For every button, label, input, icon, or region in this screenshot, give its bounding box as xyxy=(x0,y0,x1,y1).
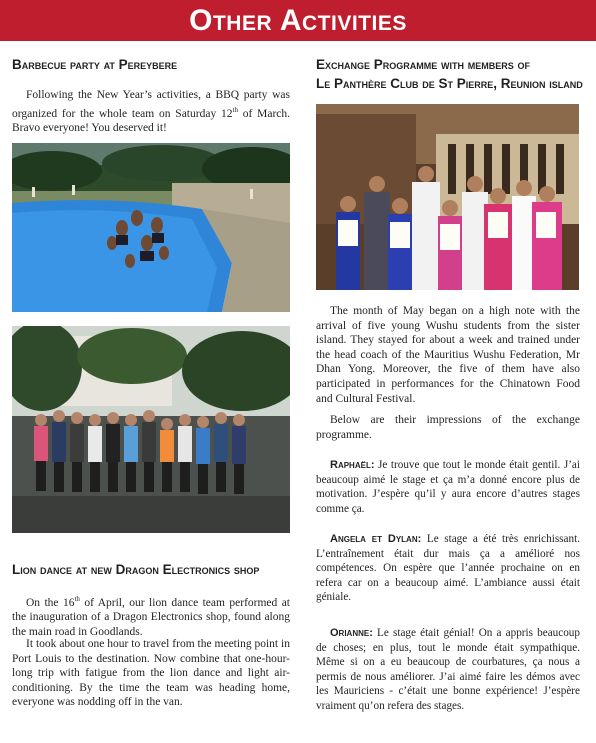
lion-p1-b: of April, our lion dance team performed at the inauguration of a Dragon Electronics shop, found along the main road in Goodlands. xyxy=(12,596,291,639)
lion-dance-group-photo xyxy=(12,326,290,533)
lion-heading: Lion dance at new Dragon Electronics shop xyxy=(12,562,260,577)
exchange-group-photo xyxy=(316,104,579,290)
bbq-sup: th xyxy=(232,105,238,114)
exchange-heading-line-1: Exchange Programme with members of xyxy=(316,57,531,72)
quote-angela-dylan-name: Angela et Dylan: xyxy=(330,533,422,545)
lion-p1-a: On the 16 xyxy=(26,596,75,609)
bbq-text-a: Following the New Year’s activities, a BBQ party was organized for the whole team on Saturday 12 xyxy=(12,89,290,120)
quote-angela-dylan xyxy=(316,532,580,605)
lion-paragraph-2: It took about one hour to travel from the meeting point in Port Louis to the destination. Now combine that one-hour-long trip with fatigue from the lion dance and light air-conditioning. By the time the team was heading home, everyone was nodding off in the van. xyxy=(12,638,290,709)
bbq-pool-photo xyxy=(12,143,290,312)
quote-raphael xyxy=(316,458,580,516)
bbq-heading: Barbecue party at Pereybere xyxy=(12,57,178,72)
quote-raphael-text: Je trouve que tout le monde était gentil. J’ai beaucoup aimé le stage et ça m’a donné encore plus de motivation. J’espère qu’il y aura encore d’autres stages comme ça. xyxy=(316,459,580,515)
quote-orianne-name: Orianne: xyxy=(330,627,373,639)
exchange-heading-line-2: Le Panthère Club de St Pierre, Reunion island xyxy=(316,76,583,91)
exchange-paragraph-1: The month of May began on a high note with the arrival of five young Wushu students from the sister island. They stayed for about a week and trained under the head coach of the Mauritius Wushu Federation, Mr Dhan Yong. Moreover, the five of them have also participated in performances for the Chinatown Food and Cultural Festival. xyxy=(316,305,580,405)
bbq-paragraph xyxy=(12,88,290,136)
quote-orianne xyxy=(316,626,580,714)
lion-paragraph-1 xyxy=(12,592,290,640)
bbq-text-b: of March. Bravo everyone! You deserved it! xyxy=(12,107,291,135)
exchange-paragraph-2: Below are their impressions of the exchange programme. xyxy=(316,414,580,441)
quote-orianne-text: Le stage était génial! On a appris beaucoup de choses; en plus, tout le monde était sympathique. Même si on a eu beaucoup de courbatures, ça nous a permis de nous améliorer. J’ai aimé faire les démos avec les Mauriciens - c’était une bonne expérience! J’espère vraiment qu’on refera des stages. xyxy=(316,627,580,712)
page-banner-title: Other Activities xyxy=(0,0,596,41)
quote-angela-dylan-text: Le stage a été très enrichissant. L’entraînement était dur mais ça a amélioré nos compétences. On espère que l’année prochaine on en refera car on a beaucoup aimé. L’ambiance aussi était géniale. xyxy=(316,533,580,604)
lion-p1-sup: th xyxy=(74,595,80,603)
quote-raphael-name: Raphaël: xyxy=(330,459,375,471)
